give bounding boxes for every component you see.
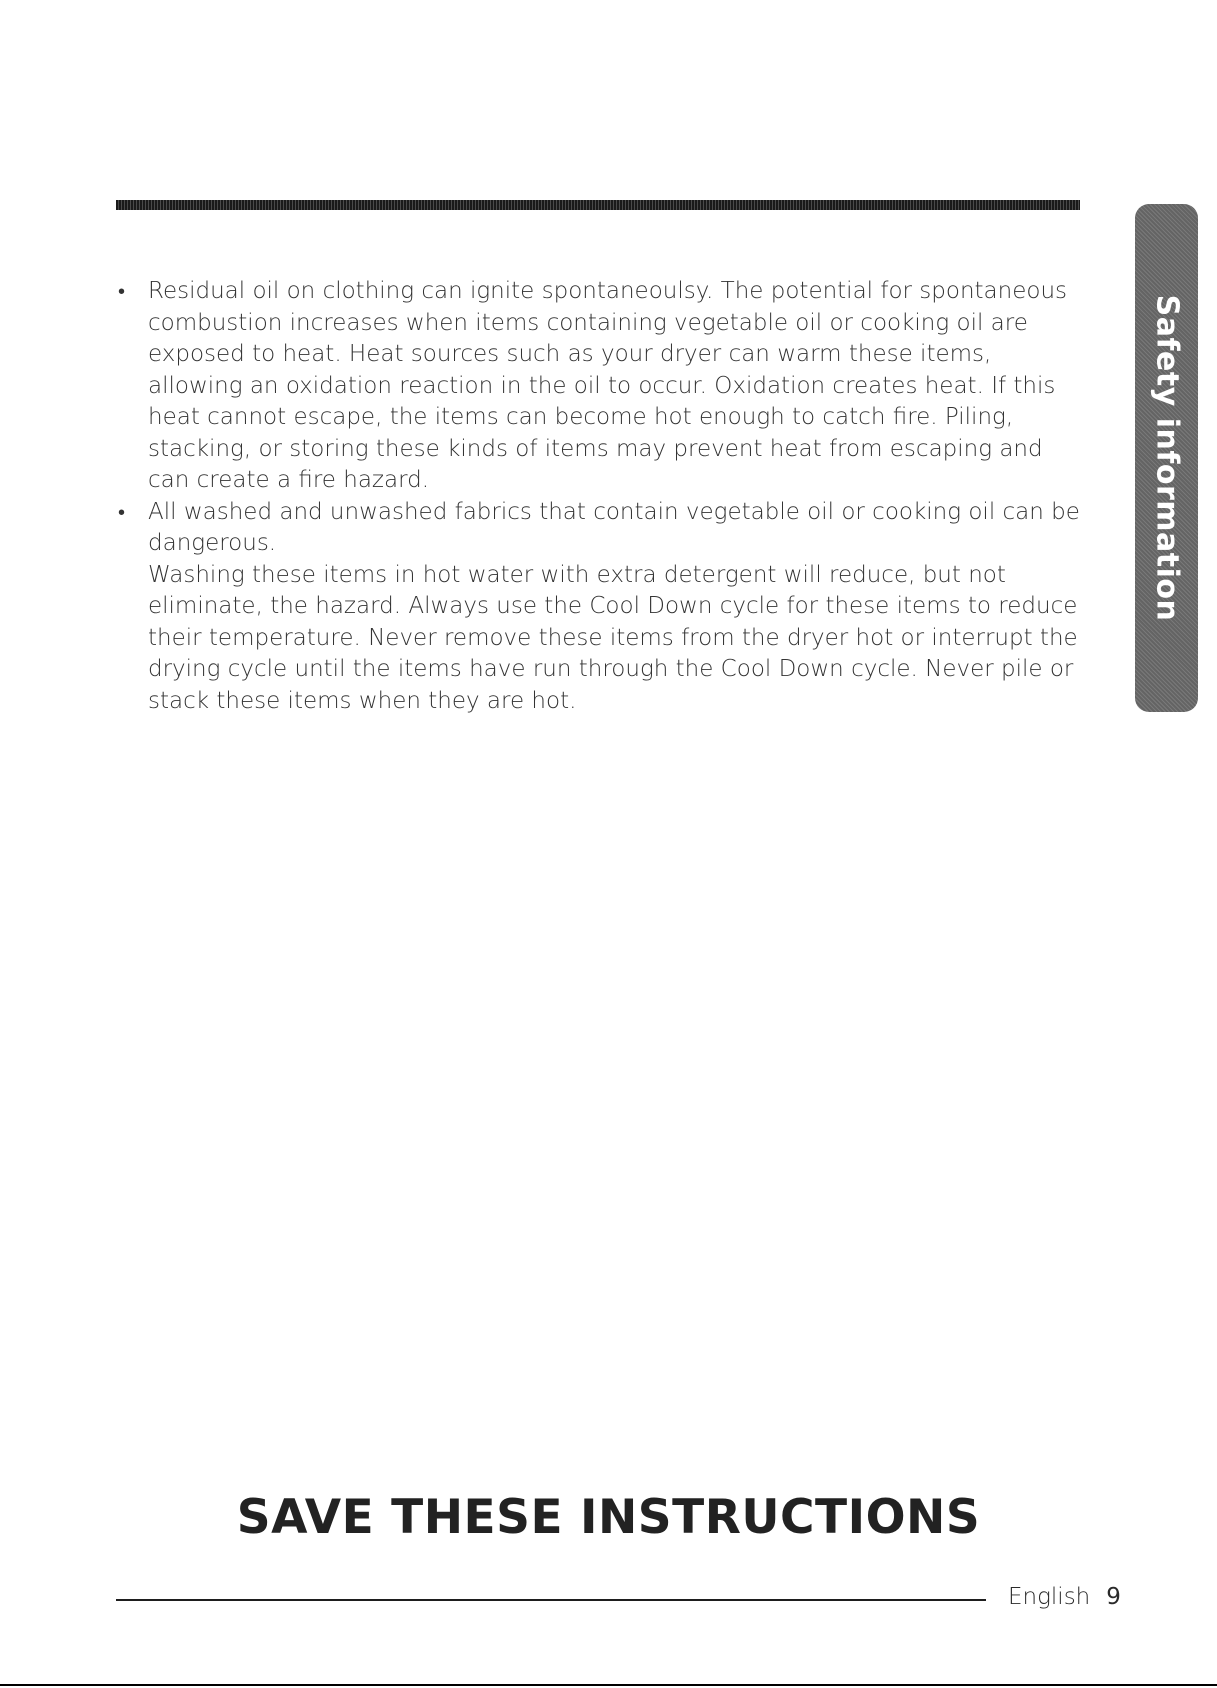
bullet-paragraph: All washed and unwashed fabrics that contain vegetable oil or cooking oil can be dangerous.	[148, 498, 1080, 556]
bullet-icon: •	[118, 499, 126, 524]
bullet-text	[148, 497, 1086, 718]
bullet-paragraph: Washing these items in hot water with extra detergent will reduce, but not eliminate, the hazard. Always use the Cool Down cycle for these items to reduce their temperature. Never remove these items from the dryer hot or interrupt the drying cycle until the items have run through the Cool Down cycle. Never pile or stack these items when they are hot.	[148, 561, 1078, 714]
scan-bottom-edge	[0, 1684, 1217, 1686]
bullet-item-residual-oil	[116, 276, 1086, 497]
bullet-icon: •	[118, 279, 126, 303]
page-footer	[1008, 1584, 1121, 1610]
save-instructions-heading: SAVE THESE INSTRUCTIONS	[236, 1490, 981, 1545]
footer-language: English	[1008, 1584, 1091, 1610]
bullet-text	[148, 276, 1086, 497]
page-number: 9	[1106, 1584, 1121, 1610]
side-tab-label: Safety information	[1149, 294, 1184, 622]
safety-content	[116, 276, 1086, 717]
footer-rule	[116, 1599, 986, 1601]
bullet-paragraph: Residual oil on clothing can ignite spontaneoulsy. The potential for spontaneous combustion increases when items containing vegetable oil or cooking oil are exposed to heat. Heat sources such as your dryer can warm these items, allowing an oxidation reaction in the oil to occur. Oxidation creates heat. If this heat cannot escape, the items can become hot enough to catch fire. Piling, stacking, or storing these kinds of items may prevent heat from escaping and can create a fire hazard.	[148, 278, 1068, 493]
safety-bullet-list	[116, 276, 1086, 717]
section-top-rule	[116, 200, 1080, 210]
section-side-tab	[1135, 204, 1198, 712]
bullet-item-washed-fabrics	[116, 497, 1086, 718]
